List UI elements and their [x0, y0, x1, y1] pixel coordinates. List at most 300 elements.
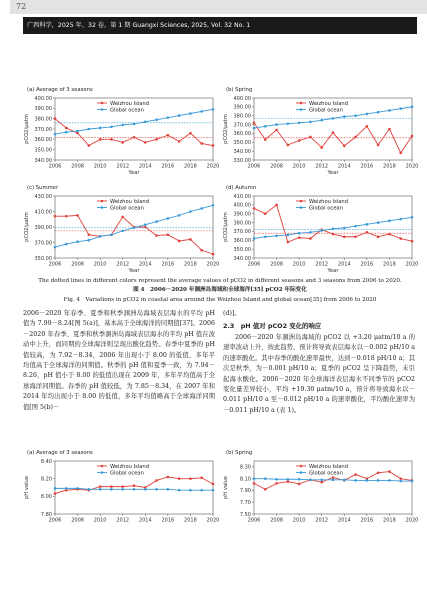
- legend-label: Global ocean: [309, 107, 343, 114]
- y-tick-label: 390.00: [233, 211, 251, 218]
- x-tick-label: 2012: [315, 517, 329, 524]
- right-paragraph: 2006－2020 年涠洲岛海域的 pCO2 以 +3.20 μatm/10 a 的速率波动上升，按此趋势，预计将导致表层海水以－0.002 pH/10 a 的速率酸化。其中春季的酸化速率最快，达到－0.018 pH/10 a；其次是秋季，为－0.001 pH/10 a；夏季的 pCO2 呈下降趋势，未引起海水酸化。2006－2020 年全球海洋表层海水不同季节的 pCO2 变化量差异较小，平均 +19.30 μatm/10 a，预计将导致海水以－0.011 pH/10 a 至－0.012 pH/10 a 的速率酸化，平均酸化速率为－0.011 pH/10 a (表 1)。: [223, 334, 415, 414]
- legend-label: Global ocean: [309, 205, 343, 212]
- data-point: [264, 235, 267, 238]
- x-tick-label: 2018: [383, 517, 396, 524]
- legend-label: Weizhou Island: [309, 100, 349, 107]
- y-tick-label: 8.10: [239, 476, 251, 483]
- data-point: [377, 479, 380, 482]
- x-tick-label: 2020: [405, 163, 419, 170]
- data-point: [54, 215, 57, 218]
- x-tick-label: 2010: [292, 517, 306, 524]
- data-point: [200, 110, 203, 113]
- y-tick-label: 360.00: [34, 137, 52, 144]
- x-tick-label: 2008: [270, 261, 283, 268]
- y-tick-label: 340.00: [233, 148, 251, 155]
- chart-svg: [23, 448, 220, 528]
- data-point: [399, 218, 402, 221]
- x-tick-label: 2008: [270, 517, 283, 524]
- y-tick-label: 370.00: [34, 240, 52, 247]
- y-axis-label: pCO2/μatm: [223, 212, 229, 242]
- x-tick-label: 2020: [206, 261, 220, 268]
- y-tick-label: 340.00: [34, 157, 52, 164]
- data-point: [377, 111, 380, 114]
- data-point: [275, 129, 278, 132]
- data-point: [121, 230, 124, 233]
- x-tick-label: 2008: [71, 517, 84, 524]
- legend-marker: [101, 200, 104, 203]
- left-paragraph: 2006－2020 年春季、夏季和秋季涠洲岛海域表层海水的平均 pH 值为 7.99－8.24[图 5(a)]，基本高于全球海洋的同期值[37]。2006－2020 年春季、夏季和秋季涠洲岛海域表层海水的平均 pH 值在波动中上升，而同期的全球海洋则呈现出酸化趋势。春季中夏季的 pH 值较高，为 7.92－8.34，2006 年出现小于 8.00 的低值，多年平均值高于全球海洋的同期值。秋季的 pH 值和夏季一致，为 7.94－8.26，pH 值小于 8.00 的低值出现在 2009 年，多年平均值高于全球海洋同期值。春季的 pH 值较低，为 7.85－8.34，在 2007 年和 2014 年均出现小于 8.00 的低值，多年平均值略高于全球海洋同期值[图 5(b)－: [23, 310, 215, 411]
- section-title: 2.3 pH 值对 pCO2 变化的响应: [223, 322, 322, 330]
- data-point: [88, 128, 91, 131]
- data-point: [212, 253, 215, 256]
- legend-marker: [300, 102, 303, 105]
- data-point: [309, 136, 312, 139]
- x-tick-label: 2018: [383, 163, 396, 170]
- y-axis-label: pH value: [24, 475, 30, 500]
- data-point: [275, 482, 278, 485]
- data-point: [88, 239, 91, 242]
- x-tick-label: 2020: [206, 163, 220, 170]
- x-tick-label: 2018: [184, 163, 197, 170]
- figure4-caption-en: Fig. 4 Variations in pCO2 in coastal area around the Weizhou Island and global ocean[35] from 2006 to 2020: [63, 297, 377, 303]
- x-tick-label: 2014: [138, 261, 152, 268]
- x-tick-label: 2016: [360, 261, 374, 268]
- data-point: [144, 141, 147, 144]
- data-point: [411, 216, 414, 219]
- x-tick-label: 2006: [48, 517, 62, 524]
- data-point: [287, 241, 290, 244]
- data-point: [354, 136, 357, 139]
- data-point: [54, 117, 57, 120]
- data-point: [189, 210, 192, 213]
- data-point: [178, 240, 181, 243]
- x-tick-label: 2012: [315, 163, 329, 170]
- data-point: [354, 225, 357, 228]
- data-point: [354, 479, 357, 482]
- data-point: [411, 480, 414, 483]
- data-point: [155, 118, 158, 121]
- data-point: [121, 141, 124, 144]
- data-point: [167, 134, 170, 137]
- y-axis-label: pCO2/μatm: [223, 114, 229, 144]
- y-tick-label: 380.00: [34, 116, 52, 123]
- x-tick-label: 2016: [360, 163, 374, 170]
- y-tick-label: 350.00: [233, 140, 251, 147]
- data-point: [65, 487, 68, 490]
- series-line: [55, 215, 213, 254]
- data-point: [76, 214, 79, 217]
- x-tick-label: 2008: [71, 261, 84, 268]
- x-tick-label: 2006: [48, 163, 62, 170]
- data-point: [54, 487, 57, 490]
- right-continuation: (d)]。: [223, 310, 241, 317]
- legend-label: Global ocean: [309, 470, 343, 477]
- data-point: [99, 235, 102, 238]
- y-tick-label: 7.80: [40, 511, 52, 518]
- data-point: [212, 108, 215, 111]
- data-point: [65, 243, 68, 246]
- x-tick-label: 2008: [270, 163, 283, 170]
- data-point: [99, 488, 102, 491]
- x-tick-label: 2012: [116, 261, 130, 268]
- data-point: [366, 231, 369, 234]
- chart-ph-average: [23, 448, 220, 528]
- data-point: [320, 119, 323, 122]
- data-point: [309, 479, 312, 482]
- data-point: [155, 138, 158, 141]
- chart-pco2-spring: [222, 85, 419, 176]
- data-point: [144, 488, 147, 491]
- legend-marker: [101, 465, 104, 468]
- y-tick-label: 370.00: [233, 229, 251, 236]
- legend-marker: [300, 206, 303, 209]
- data-point: [178, 489, 181, 492]
- data-point: [189, 238, 192, 241]
- data-point: [155, 479, 158, 482]
- legend-marker: [300, 471, 303, 474]
- x-tick-label: 2020: [405, 261, 419, 268]
- data-point: [388, 109, 391, 112]
- data-point: [253, 482, 256, 485]
- data-point: [388, 470, 391, 473]
- y-tick-label: 350.00: [34, 147, 52, 154]
- x-axis-label: Year: [327, 268, 339, 274]
- legend-label: Global ocean: [110, 107, 144, 114]
- data-point: [110, 485, 113, 488]
- x-tick-label: 2010: [292, 163, 306, 170]
- x-tick-label: 2006: [247, 163, 261, 170]
- data-point: [253, 122, 256, 125]
- data-point: [309, 231, 312, 234]
- data-point: [167, 488, 170, 491]
- data-point: [110, 126, 113, 129]
- data-point: [110, 233, 113, 236]
- x-tick-label: 2014: [337, 517, 351, 524]
- data-point: [320, 479, 323, 482]
- data-point: [54, 492, 57, 495]
- data-point: [264, 212, 267, 215]
- data-point: [253, 127, 256, 130]
- y-tick-label: 8.00: [40, 494, 52, 501]
- legend-marker: [101, 206, 104, 209]
- data-point: [264, 125, 267, 128]
- running-head: 广西科学，2025 年，32 卷，第 1 期 Guangxi Sciences, 2025, Vol. 32 No. 1: [23, 17, 417, 34]
- x-tick-label: 2010: [93, 163, 107, 170]
- data-point: [388, 128, 391, 131]
- panel-title: (c) Summer: [27, 185, 59, 191]
- data-point: [275, 478, 278, 481]
- data-point: [200, 249, 203, 252]
- x-axis-label: Year: [327, 170, 339, 176]
- data-point: [121, 485, 124, 488]
- legend-marker: [300, 465, 303, 468]
- y-tick-label: 390.00: [34, 224, 52, 231]
- data-point: [275, 204, 278, 207]
- data-point: [133, 123, 136, 126]
- panel-title: (a) Average of 3 seasons: [27, 87, 93, 93]
- data-point: [200, 476, 203, 479]
- data-point: [388, 479, 391, 482]
- data-point: [287, 122, 290, 125]
- y-tick-label: 360.00: [233, 238, 251, 245]
- data-point: [332, 131, 335, 134]
- data-point: [189, 489, 192, 492]
- legend-marker: [101, 108, 104, 111]
- x-tick-label: 2006: [247, 261, 261, 268]
- data-point: [65, 215, 68, 218]
- x-tick-label: 2018: [184, 517, 197, 524]
- y-axis-label: pH value: [223, 475, 229, 500]
- data-point: [399, 237, 402, 240]
- data-point: [88, 488, 91, 491]
- y-tick-label: 7.70: [239, 500, 251, 507]
- data-point: [377, 471, 380, 474]
- data-point: [298, 483, 301, 486]
- x-tick-label: 2016: [161, 163, 175, 170]
- data-point: [298, 236, 301, 239]
- data-point: [200, 207, 203, 210]
- data-point: [212, 483, 215, 486]
- data-point: [189, 112, 192, 115]
- x-axis-label: Year: [128, 170, 140, 176]
- data-point: [298, 478, 301, 481]
- y-tick-label: 410.00: [233, 193, 251, 200]
- x-tick-label: 2020: [405, 517, 419, 524]
- data-point: [343, 115, 346, 118]
- y-tick-label: 400.00: [233, 202, 251, 209]
- data-point: [178, 140, 181, 143]
- data-point: [411, 106, 414, 109]
- legend-label: Global ocean: [110, 470, 144, 477]
- panel-title: (b) Spring: [226, 87, 253, 93]
- chart-svg: [222, 448, 419, 528]
- y-tick-label: 380.00: [233, 113, 251, 120]
- data-point: [200, 142, 203, 145]
- data-point: [99, 138, 102, 141]
- data-point: [189, 477, 192, 480]
- data-point: [287, 480, 290, 483]
- page-number: 72: [10, 0, 427, 14]
- data-point: [343, 227, 346, 230]
- x-tick-label: 2012: [315, 261, 329, 268]
- data-point: [332, 117, 335, 120]
- data-point: [388, 233, 391, 236]
- data-point: [343, 479, 346, 482]
- chart-pco2-average: [23, 85, 220, 176]
- x-tick-label: 2006: [48, 261, 62, 268]
- data-point: [155, 488, 158, 491]
- data-point: [167, 476, 170, 479]
- data-point: [343, 235, 346, 238]
- data-point: [332, 476, 335, 479]
- data-point: [399, 477, 402, 480]
- y-tick-label: 370.00: [233, 122, 251, 129]
- x-tick-label: 2016: [360, 517, 374, 524]
- data-point: [298, 232, 301, 235]
- legend-marker: [101, 102, 104, 105]
- y-tick-label: 430.00: [34, 193, 52, 200]
- x-tick-label: 2012: [116, 517, 130, 524]
- data-point: [399, 480, 402, 483]
- data-point: [287, 234, 290, 237]
- y-tick-label: 390.00: [34, 106, 52, 113]
- data-point: [399, 152, 402, 155]
- y-tick-label: 8.20: [40, 476, 52, 483]
- data-point: [76, 487, 79, 490]
- data-point: [178, 214, 181, 217]
- data-point: [298, 139, 301, 142]
- data-point: [200, 489, 203, 492]
- x-tick-label: 2012: [116, 163, 130, 170]
- data-point: [212, 204, 215, 207]
- data-point: [264, 488, 267, 491]
- x-tick-label: 2010: [93, 261, 107, 268]
- data-point: [253, 207, 256, 210]
- data-point: [377, 221, 380, 224]
- y-tick-label: 370.00: [34, 126, 52, 133]
- legend-label: Weizhou Island: [110, 198, 150, 205]
- data-point: [354, 235, 357, 238]
- data-point: [99, 127, 102, 130]
- y-tick-label: 350.00: [34, 255, 52, 262]
- data-point: [110, 138, 113, 141]
- data-point: [212, 144, 215, 147]
- figure4-note: The dotted lines in different colors represent the average values of pCO2 in different seasons and 3 seasons from 2006 to 2020.: [38, 278, 402, 284]
- data-point: [178, 114, 181, 117]
- legend-marker: [300, 108, 303, 111]
- data-point: [332, 233, 335, 236]
- panel-title: (a) Average of 3 seasons: [27, 450, 93, 456]
- data-point: [167, 116, 170, 119]
- y-tick-label: 8.30: [239, 464, 251, 471]
- x-tick-label: 2016: [161, 517, 175, 524]
- y-tick-label: 400.00: [34, 95, 52, 102]
- data-point: [275, 235, 278, 238]
- y-tick-label: 410.00: [34, 209, 52, 216]
- legend-marker: [300, 200, 303, 203]
- data-point: [54, 133, 57, 136]
- y-tick-label: 380.00: [233, 220, 251, 227]
- data-point: [309, 121, 312, 124]
- chart-svg: [222, 183, 419, 274]
- chart-svg: [23, 85, 220, 176]
- x-tick-label: 2014: [138, 517, 152, 524]
- chart-svg: [23, 183, 220, 274]
- data-point: [354, 114, 357, 117]
- data-point: [287, 478, 290, 481]
- data-point: [377, 144, 380, 147]
- data-point: [366, 125, 369, 128]
- data-point: [110, 488, 113, 491]
- data-point: [264, 138, 267, 141]
- data-point: [264, 477, 267, 480]
- chart-pco2-summer: [23, 183, 220, 274]
- y-tick-label: 340.00: [233, 255, 251, 262]
- data-point: [65, 131, 68, 134]
- legend-label: Global ocean: [110, 205, 144, 212]
- y-tick-label: 7.90: [239, 488, 251, 495]
- data-point: [212, 489, 215, 492]
- data-point: [411, 240, 414, 243]
- data-point: [332, 479, 335, 482]
- data-point: [99, 485, 102, 488]
- data-point: [320, 229, 323, 232]
- data-point: [343, 145, 346, 148]
- data-point: [54, 246, 57, 249]
- chart-ph-spring: [222, 448, 419, 528]
- x-tick-label: 2014: [337, 261, 351, 268]
- data-point: [155, 220, 158, 223]
- data-point: [121, 124, 124, 127]
- y-tick-label: 8.40: [40, 458, 52, 465]
- data-point: [253, 237, 256, 240]
- x-tick-label: 2016: [161, 261, 175, 268]
- data-point: [76, 240, 79, 243]
- data-point: [366, 113, 369, 116]
- data-point: [178, 477, 181, 480]
- x-tick-label: 2008: [71, 163, 84, 170]
- x-tick-label: 2014: [138, 163, 152, 170]
- data-point: [121, 216, 124, 219]
- legend-label: Weizhou Island: [309, 463, 349, 470]
- chart-svg: [222, 85, 419, 176]
- y-tick-label: 350.00: [233, 246, 251, 253]
- data-point: [76, 130, 79, 133]
- data-point: [133, 136, 136, 139]
- data-point: [388, 220, 391, 223]
- data-point: [144, 120, 147, 123]
- x-tick-label: 2020: [206, 517, 220, 524]
- data-point: [275, 123, 278, 126]
- data-point: [366, 479, 369, 482]
- x-tick-label: 2010: [292, 261, 306, 268]
- data-point: [133, 226, 136, 229]
- x-tick-label: 2018: [184, 261, 197, 268]
- x-axis-label: Year: [128, 268, 140, 274]
- y-tick-label: 360.00: [233, 131, 251, 138]
- legend-label: Weizhou Island: [309, 198, 349, 205]
- legend-label: Weizhou Island: [110, 100, 150, 107]
- data-point: [189, 132, 192, 135]
- data-point: [320, 146, 323, 149]
- x-tick-label: 2010: [93, 517, 107, 524]
- data-point: [144, 223, 147, 226]
- data-point: [155, 234, 158, 237]
- data-point: [366, 223, 369, 226]
- legend-marker: [101, 471, 104, 474]
- data-point: [411, 135, 414, 138]
- data-point: [354, 473, 357, 476]
- data-point: [298, 122, 301, 125]
- data-point: [377, 235, 380, 238]
- y-tick-label: 7.50: [239, 511, 251, 518]
- data-point: [88, 233, 91, 236]
- panel-title: (b) Spring: [226, 450, 253, 456]
- x-tick-label: 2014: [337, 163, 351, 170]
- data-point: [287, 144, 290, 147]
- chart-pco2-autumn: [222, 183, 419, 274]
- y-tick-label: 390.00: [233, 104, 251, 111]
- data-point: [88, 144, 91, 147]
- data-point: [65, 127, 68, 130]
- data-point: [167, 233, 170, 236]
- y-axis-label: pCO2/μatm: [24, 212, 30, 242]
- y-axis-label: pCO2/μatm: [24, 114, 30, 144]
- data-point: [121, 488, 124, 491]
- data-point: [133, 484, 136, 487]
- data-point: [320, 481, 323, 484]
